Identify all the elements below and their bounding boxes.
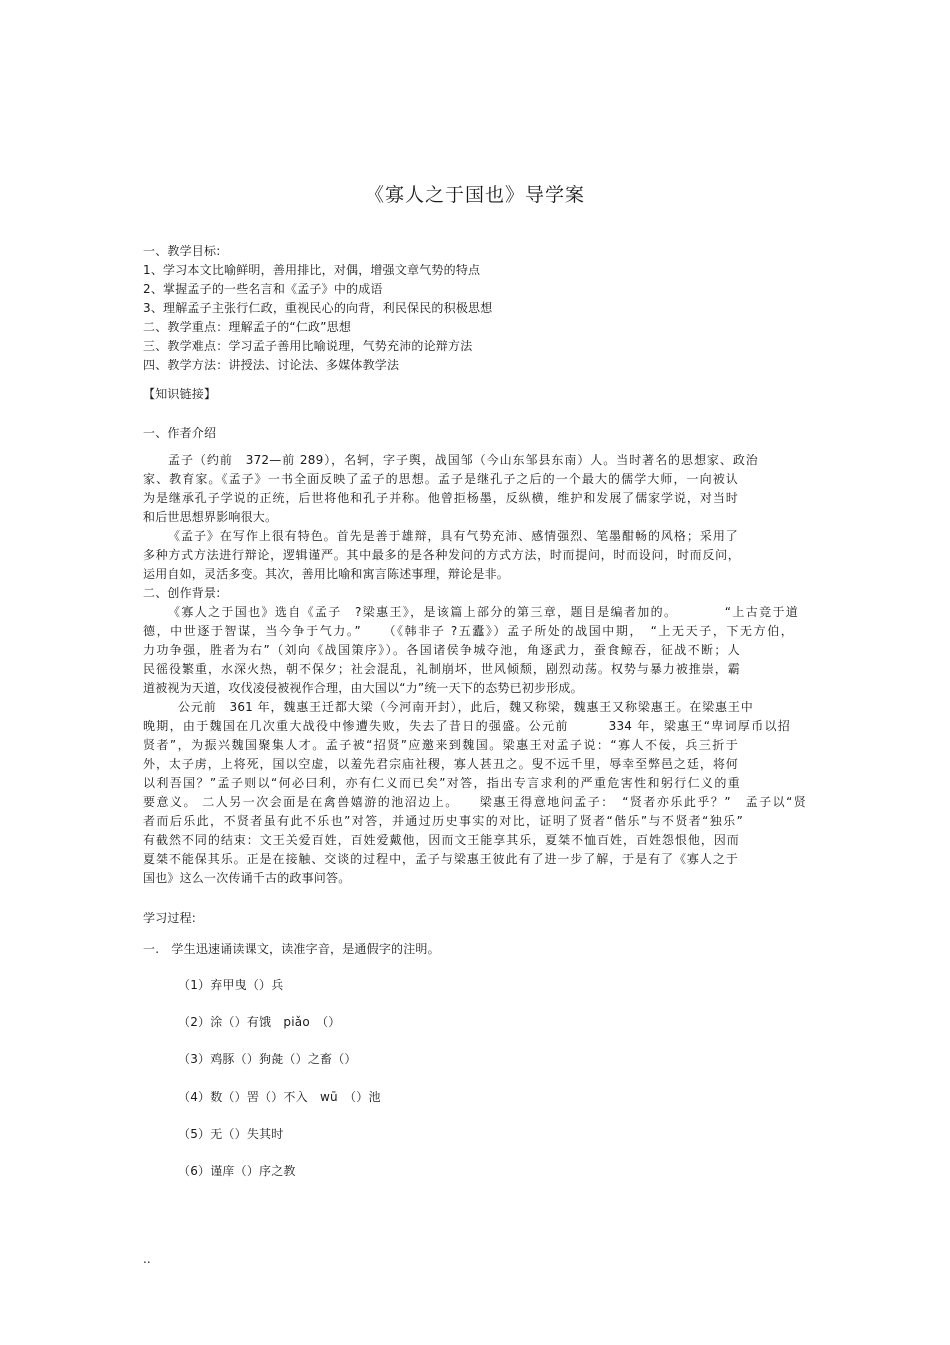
exercise-item: （2）涂（）有饿 piǎo （） — [178, 1015, 341, 1029]
author-line: 运用自如，灵活多变。其次，善用比喻和寓言陈述事理，辩论是非。 — [143, 567, 510, 581]
objective-item: 3、理解孟子主张行仁政，重视民心的向背，利民保民的积极思想 — [143, 301, 493, 315]
background-line: 要意义。 二人另一次会面是在禽兽嬉游的池沼边上。 梁惠王得意地问孟子： “贤者亦乐此乎？” 孟子以“贤 — [143, 795, 806, 809]
background-line: 道被视为天道，攻伐凌侵被视作合理，由大国以“力”统一天下的态势已初步形成。 — [143, 681, 583, 695]
background-line: 德，中世逐于智谋，当今争于气力。” （《韩非子 ?五蠹》）孟子所处的战国中期， “上无天子，下无方伯， — [143, 624, 793, 638]
exercise-item: （4）数（）罟（）不入 wū （）池 — [178, 1090, 381, 1104]
author-line: 孟子（约前 372—前 289），名轲，字子舆，战国邹（今山东邹县东南）人。当时著名的思想家、政治 — [168, 453, 758, 467]
exercise-item: （6）谨庠（）序之教 — [178, 1164, 296, 1178]
background-heading: 二、创作背景: — [143, 586, 221, 600]
background-line: 者而后乐此，不贤者虽有此不乐也”对答，并通过历史事实的对比，证明了贤者“偕乐”与不贤者“独乐” — [143, 814, 743, 828]
author-line: 《孟子》在写作上很有特色。首先是善于雄辩，具有气势充沛、感情强烈、笔墨酣畅的风格；采用了 — [168, 529, 738, 543]
background-line: 公元前 361 年，魏惠王迁都大梁（今河南开封），此后，魏又称梁，魏惠王又称梁惠王。在梁惠王中 — [178, 700, 753, 714]
background-line: 夏桀不能保其乐。正是在接触、交谈的过程中，孟子与梁惠王彼此有了进一步了解，于是有了《寡人之于 — [143, 852, 738, 866]
author-line: 多种方式方法进行辩论，逻辑谨严。其中最多的是各种发问的方式方法，时而提问，时而设问，时而反问， — [143, 548, 740, 562]
author-line: 为是继承孔子学说的正统，后世将他和孔子并称。他曾拒杨墨，反纵横，维护和发展了儒家学说，对当时 — [143, 491, 738, 505]
background-line: 有截然不同的结束：文王关爱百姓，百姓爱戴他，因而文王能享其乐，夏桀不恤百姓，百姓怨恨他，因而 — [143, 833, 739, 847]
background-line: 力功争强，胜者为右”（刘向《战国策序》）。各国诸侯争城夺池，角逐武力，蚕食鲸吞，征战不断；人 — [143, 643, 740, 657]
key-point: 二、教学重点：理解孟子的“仁政”思想 — [143, 320, 352, 334]
author-line: 和后世思想界影响很大。 — [143, 510, 278, 524]
document-title: 《寡人之于国也》导学案 — [364, 184, 585, 206]
process-task: 一. 学生迅速诵读课文，读准字音，是通假字的注明。 — [143, 942, 440, 956]
teaching-methods: 四、教学方法：讲授法、讨论法、多媒体教学法 — [143, 358, 400, 372]
background-line: 《寡人之于国也》选自《孟子 ?梁惠王》，是该篇上部分的第三章，题目是编者加的。 “上古竞于道 — [168, 605, 798, 619]
objective-item: 2、掌握孟子的一些名言和《孟子》中的成语 — [143, 282, 383, 296]
background-line: 外，太子虏，上将死，国以空虚，以羞先君宗庙社稷，寡人甚丑之。叟不远千里，辱幸至弊邑之廷，将何 — [143, 757, 738, 771]
objective-item: 1、学习本文比喻鲜明，善用排比，对偶，增强文章气势的特点 — [143, 263, 481, 277]
background-line: 国也》这么一次传诵千古的政事问答。 — [143, 871, 351, 885]
exercise-item: （5）无（）失其时 — [178, 1127, 284, 1141]
difficulty: 三、教学难点：学习孟子善用比喻说理，气势充沛的论辩方法 — [143, 339, 473, 353]
exercise-item: （3）鸡豚（）狗彘（）之畜（） — [178, 1052, 357, 1066]
exercise-item: （1）弃甲曳（）兵 — [178, 978, 284, 992]
knowledge-link-heading: 【知识链接】 — [143, 387, 217, 401]
footer-mark: .. — [143, 1252, 151, 1266]
process-heading: 学习过程: — [143, 911, 197, 925]
background-line: 晚期，由于魏国在几次重大战役中惨遭失败，失去了昔日的强盛。公元前 334 年，梁惠王“卑词厚币以招 — [143, 719, 790, 733]
background-line: 以利吾国？”孟子则以“何必曰利，亦有仁义而已矣”对答，指出专言求利的严重危害性和躬行仁义的重 — [143, 776, 740, 790]
author-line: 家、教育家。《孟子》一书全面反映了孟子的思想。孟子是继孔子之后的一个最大的儒学大师，一向被认 — [143, 472, 738, 486]
objectives-heading: 一、教学目标: — [143, 244, 221, 258]
background-line: 民徭役繁重，水深火热，朝不保夕；社会混乱，礼制崩坏，世风倾颓，剧烈动荡。权势与暴力被推崇，霸 — [143, 662, 740, 676]
author-heading: 一、作者介绍 — [143, 426, 217, 440]
background-line: 贤者”，为振兴魏国聚集人才。孟子被“招贤”应邀来到魏国。梁惠王对孟子说：“寡人不佞，兵三折于 — [143, 738, 738, 752]
